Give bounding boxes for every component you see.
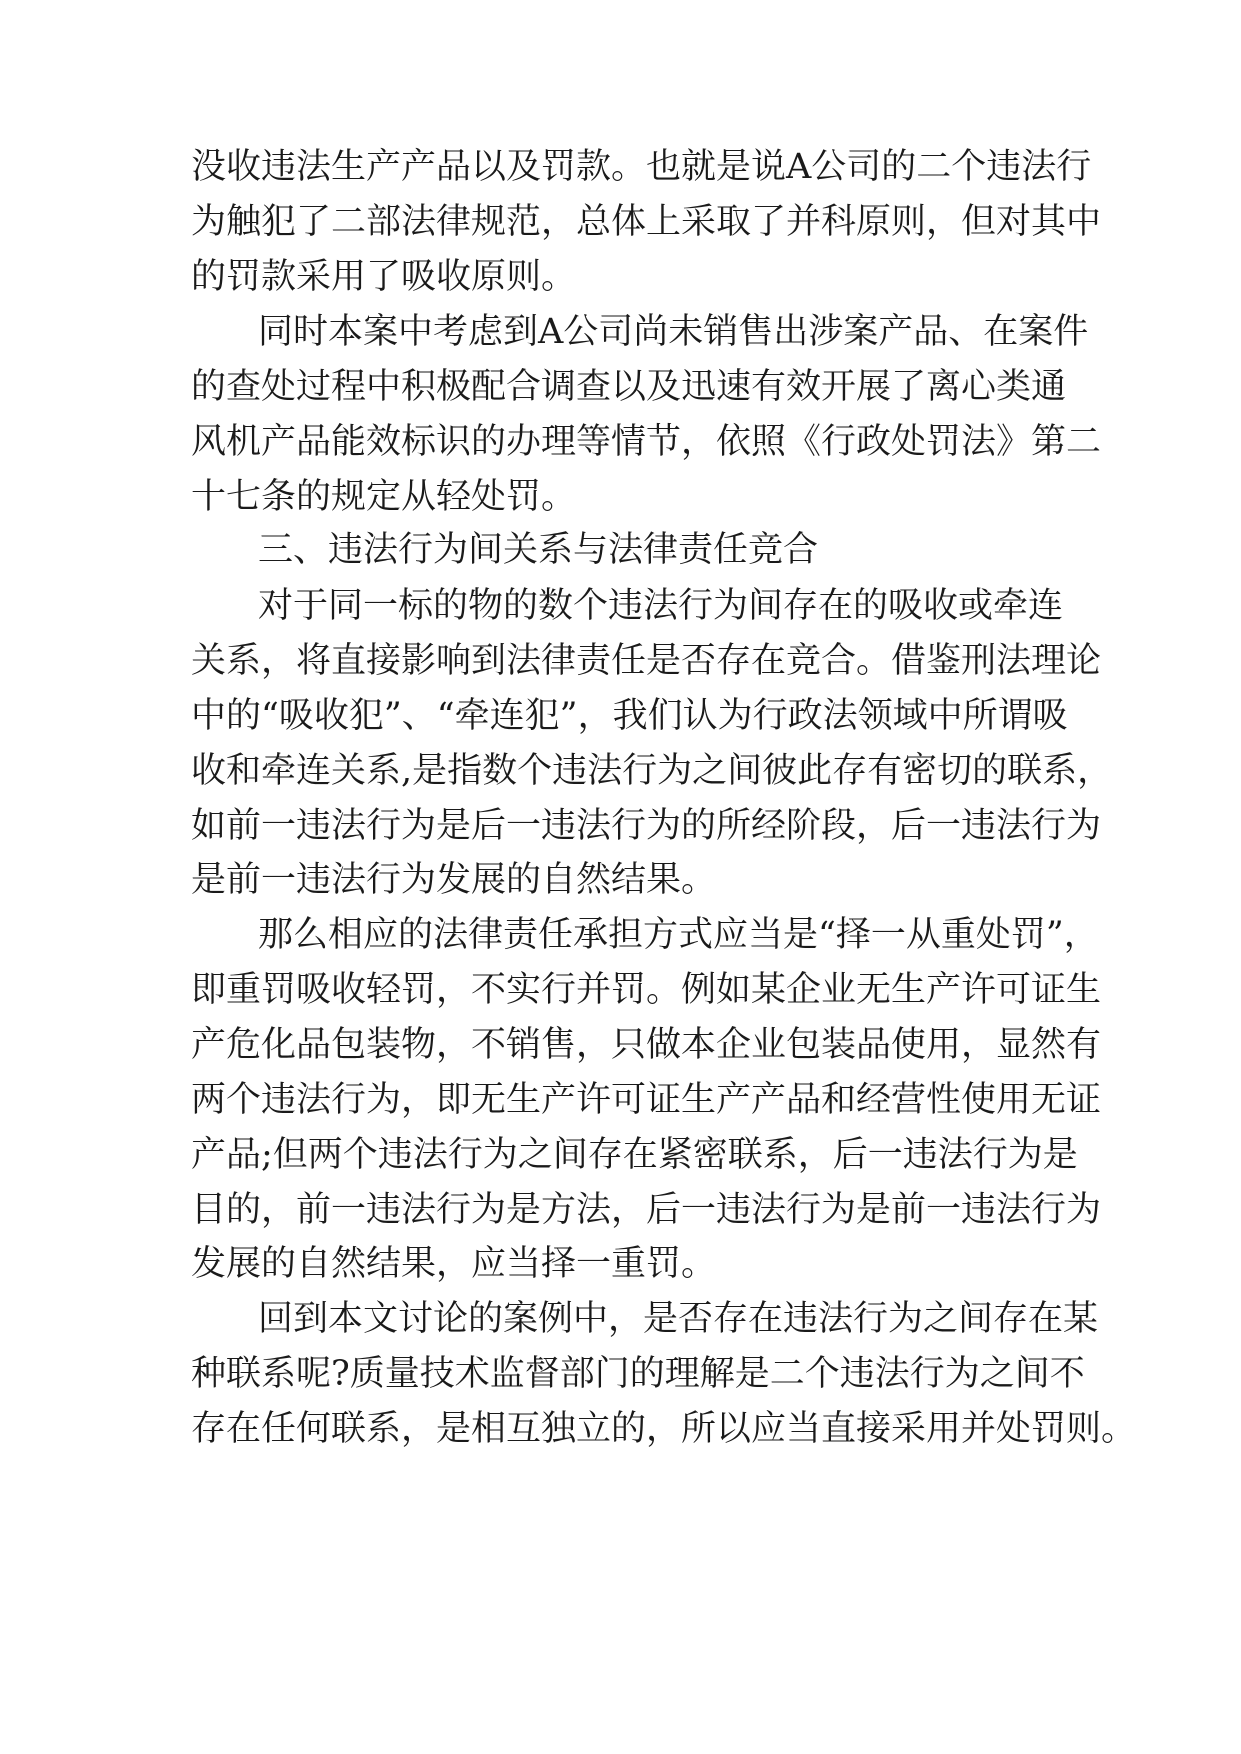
text-line: 两个违法行为，即无生产许可证生产产品和经营性使用无证 [191,1080,1102,1120]
text-line: 的罚款采用了吸收原则。 [191,257,577,297]
text-line: 关系，将直接影响到法律责任是否存在竞合。借鉴刑法理论 [191,641,1102,681]
text-line: 中的“吸收犯”、“牵连犯”，我们认为行政法领域中所谓吸 [191,696,1068,736]
text-line: 产品;但两个违法行为之间存在紧密联系，后一违法行为是 [191,1135,1078,1175]
text-line: 的查处过程中积极配合调查以及迅速有效开展了离心类通 [191,367,1067,407]
text-line: 产危化品包装物，不销售，只做本企业包装品使用，显然有 [191,1025,1102,1065]
text-line: 对于同一标的物的数个违法行为间存在的吸收或牵连 [258,586,1064,626]
text-line: 目的，前一违法行为是方法，后一违法行为是前一违法行为 [191,1190,1102,1230]
text-line: 如前一违法行为是后一违法行为的所经阶段，后一违法行为 [191,806,1102,846]
text-line: 为触犯了二部法律规范，总体上采取了并科原则，但对其中 [191,202,1102,242]
text-line: 回到本文讨论的案例中，是否存在违法行为之间存在某 [258,1299,1099,1339]
text-line: 发展的自然结果，应当择一重罚。 [191,1244,717,1284]
text-line: 即重罚吸收轻罚，不实行并罚。例如某企业无生产许可证生 [191,970,1102,1010]
text-line: 同时本案中考虑到A公司尚未销售出涉案产品、在案件 [258,312,1089,352]
text-line: 是前一违法行为发展的自然结果。 [191,860,717,900]
text-line: 风机产品能效标识的办理等情节，依照《行政处罚法》第二 [191,422,1102,462]
text-line: 存在任何联系，是相互独立的，所以应当直接采用并处罚则。 [191,1409,1137,1449]
text-line: 十七条的规定从轻处罚。 [191,477,577,517]
text-line: 收和牵连关系,是指数个违法行为之间彼此存有密切的联系， [191,751,1113,791]
section-heading: 三、违法行为间关系与法律责任竞合 [258,530,819,570]
text-line: 那么相应的法律责任承担方式应当是“择一从重处罚”， [258,915,1099,955]
text-line: 种联系呢?质量技术监督部门的理解是二个违法行为之间不 [191,1354,1085,1394]
text-line: 没收违法生产产品以及罚款。也就是说A公司的二个违法行 [191,147,1092,187]
